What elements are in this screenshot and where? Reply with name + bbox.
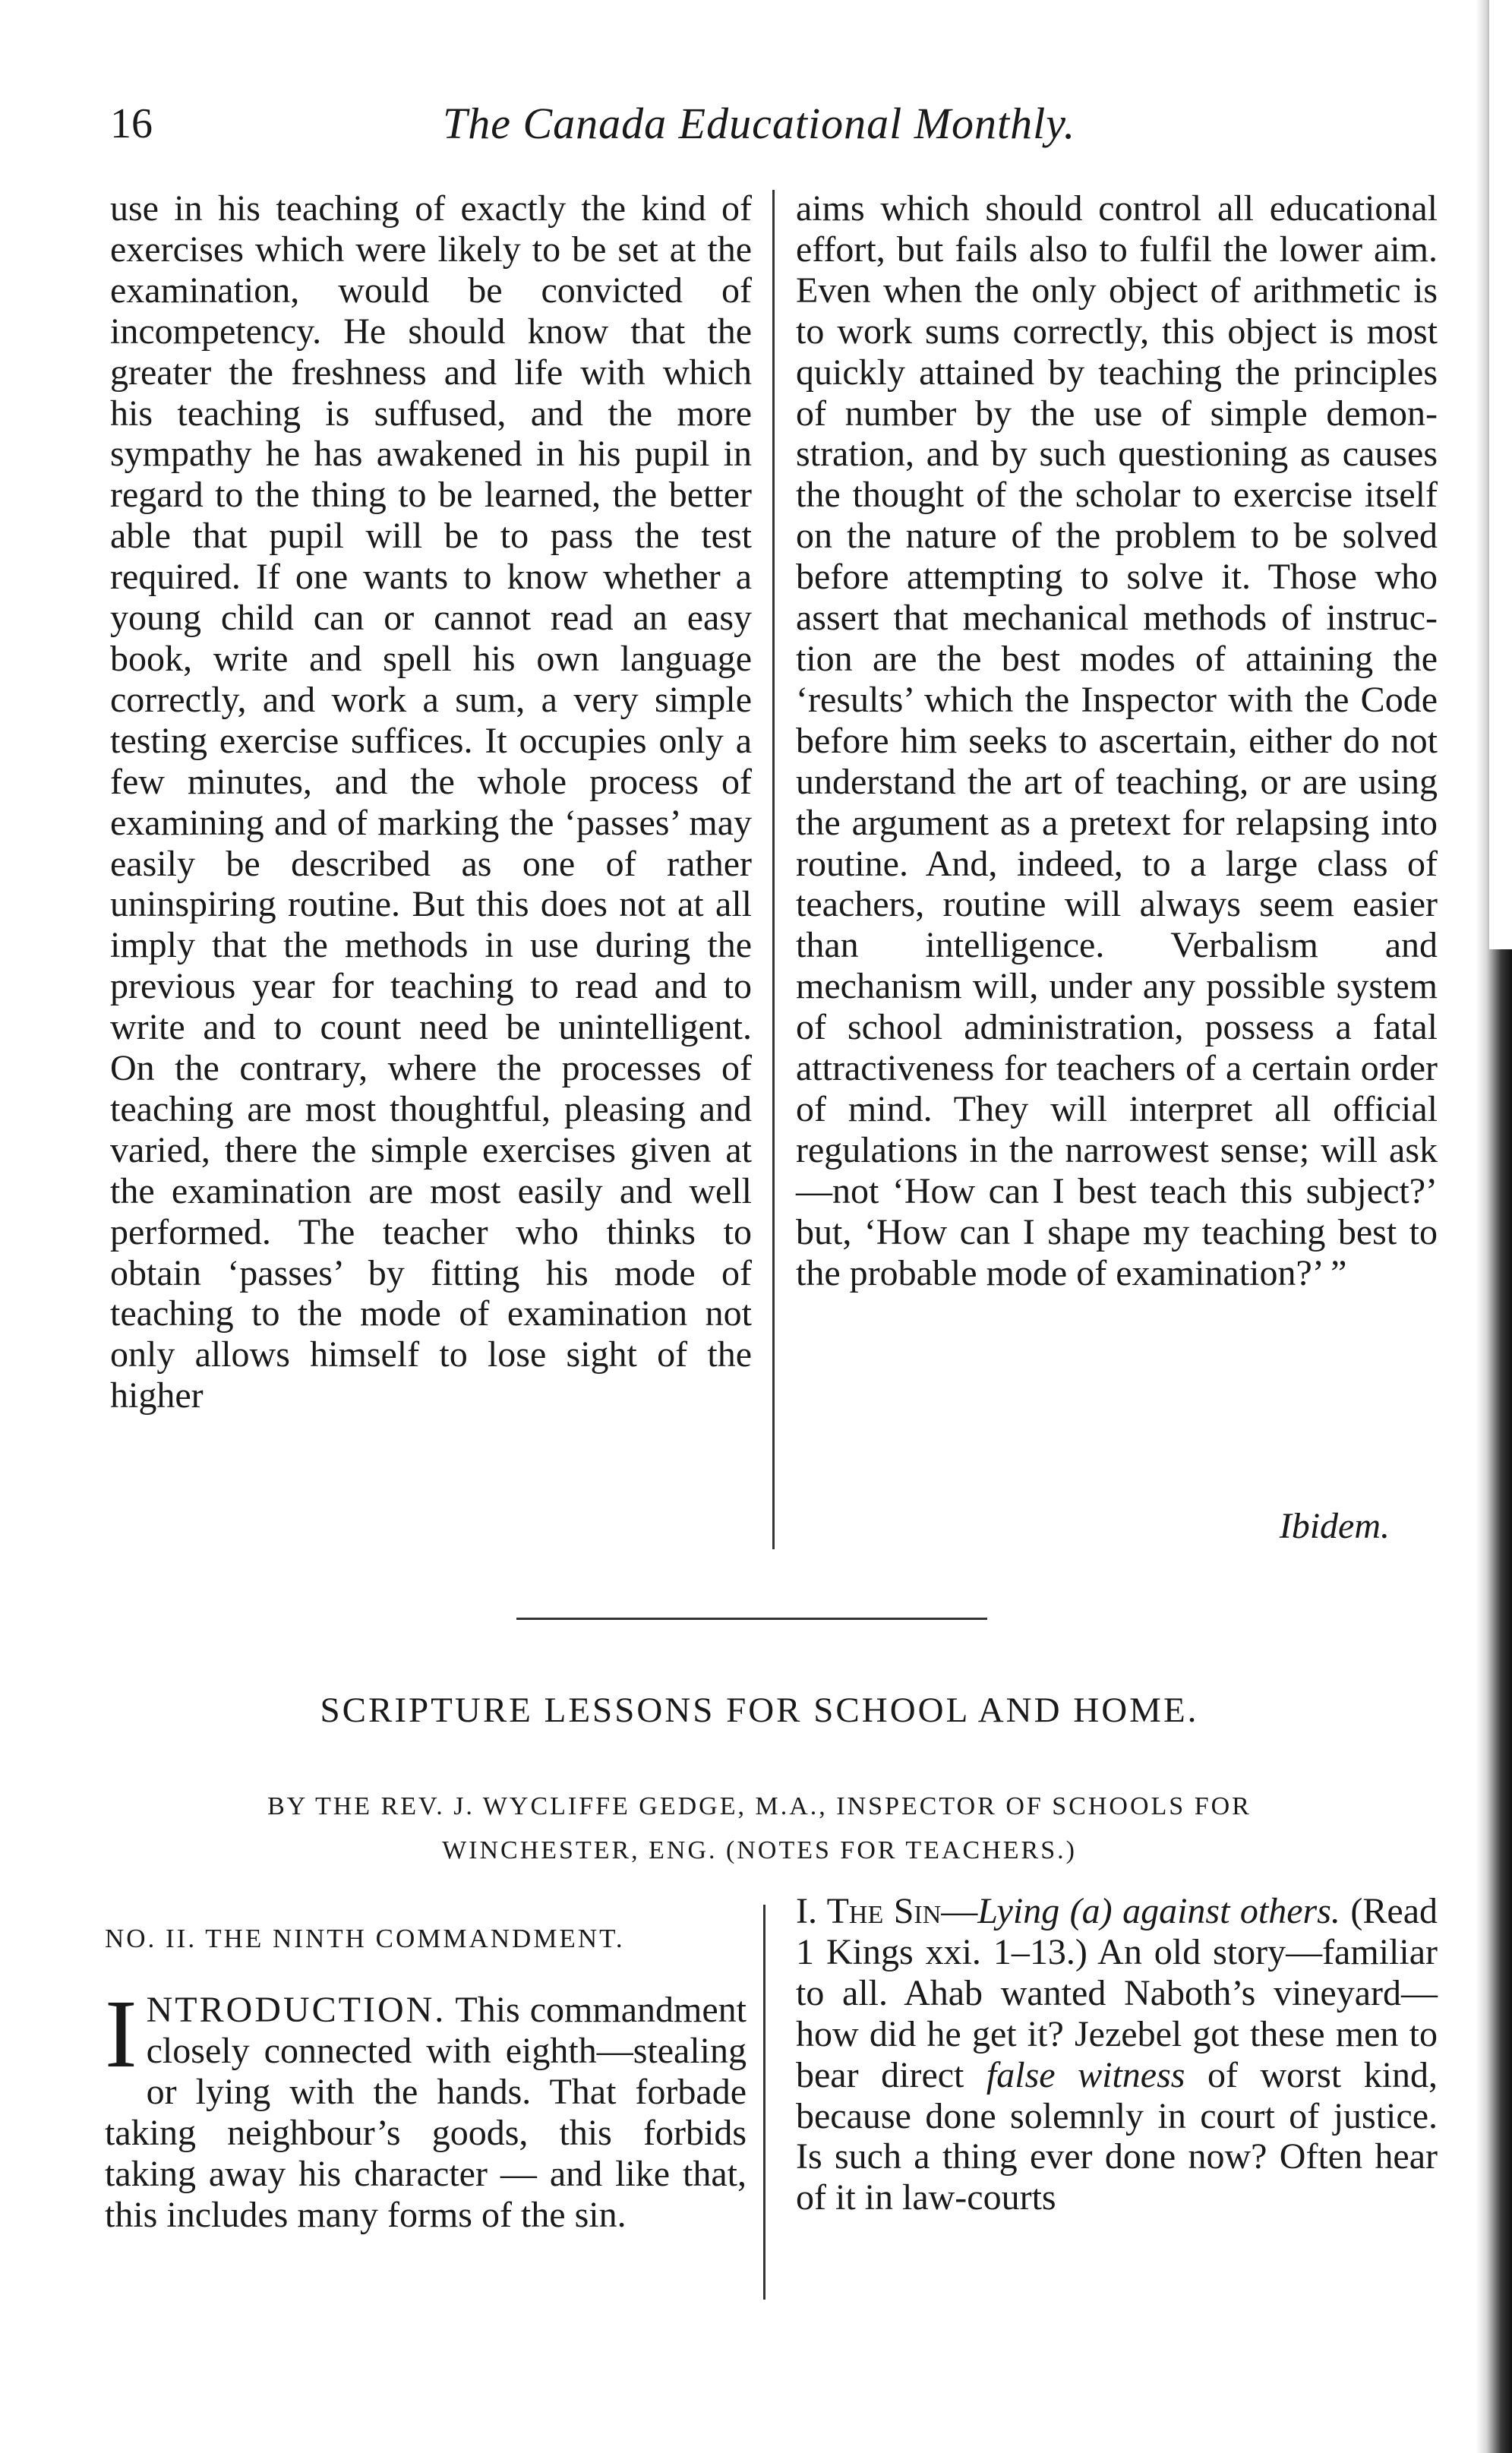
part-one-text-b: of worst kind, because done solemnly in court of justice. Is such a thing ever done now? Often hear of it in law-courts xyxy=(796,2054,1438,2218)
column-divider xyxy=(772,190,775,1549)
running-header xyxy=(110,97,1409,158)
article-right-text: aims which should control all educational effort, but fails also to fulfil the lower aim. Even when the only object of arithmetic is to work sums correctly, this object is most quickly attained by teaching the principles of number by the use of simple demonstration, and by such questioning as causes the thought of the scholar to exercise itself on the nature of the problem to be solved before attempting to solve it. Those who assert that mechanical methods of instruction are the best modes of attaining the ‘results’ which the Inspector with the Code before him seeks to ascertain, either do not understand the art of teaching, or are using the argument as a pretext for relapsing into routine. And, indeed, to a large class of teachers, routine will always seem easier than intelligence. Verbalism and mechanism will, under any possible system of school administration, possess a fatal attractiveness for teachers of a certain order of mind. They will interpret all official regulations in the narrowest sense; will ask—not ‘How can I best teach this subject?’ but, ‘How can I shape my teaching best to the probable mode of examination?’ ” xyxy=(796,188,1438,1293)
lesson-number-heading: NO. II. THE NINTH COMMANDMENT. xyxy=(105,1924,625,1953)
page-edge-top xyxy=(1489,0,1512,949)
article-attribution: Ibidem. xyxy=(1279,1506,1390,1546)
part-one-label: I. The Sin— xyxy=(796,1891,978,1931)
lesson-left-column xyxy=(105,1921,747,2235)
section-title: SCRIPTURE LESSONS FOR SCHOOL AND HOME. xyxy=(320,1691,1199,1730)
journal-title: The Canada Educational Monthly. xyxy=(443,99,1076,148)
byline-line-1: BY THE REV. J. WYCLIFFE GEDGE, M.A., INSPECTOR OF SCHOOLS FOR xyxy=(267,1792,1252,1820)
section-byline xyxy=(110,1785,1409,1873)
lesson-intro-paragraph xyxy=(105,1980,747,2235)
part-one-heading: Lying (a) against others. xyxy=(977,1891,1340,1931)
page-number: 16 xyxy=(110,100,153,147)
byline-line-2: WINCHESTER, ENG. (NOTES FOR TEACHERS.) xyxy=(442,1836,1077,1864)
article-left-text: use in his teaching of exactly the kind of exercises which were likely to be set at the examination, would be convicted of incompetency. He should know that the greater the freshness and life with which his teaching is suffused, and the more sympathy he has awakened in his pupil in regard to the thing to be learned, the better able that pupil will be to pass the test required. If one wants to know whether a young child can or cannot read an easy book, write and spell his own language correctly, and work a sum, a very simple testing exercise suffices. It occupies only a few minutes, and the whole process of examining and of marking the ‘passes’ may easily be described as one of rather uninspiring routine. But this does not at all imply that the methods in use during the previous year for teaching to read and to write and to count need be unintelligent. On the contrary, where the processes of teaching are most thoughtful, pleasing and varied, there the simple exercises given at the examination are most easily and well performed. The teacher who thinks to obtain ‘passes’ by fitting his mode of teaching to the mode of examination not only allows himself to lose sight of the higher xyxy=(110,188,752,1416)
part-one-emphasis: false witness xyxy=(986,2054,1185,2095)
part-one-text-a: (Read 1 Kings xxi. 1–13.) An old story—familiar to all. Ahab wanted Naboth’s vineyard—how did he get it? Jezebel got these men to bear direct xyxy=(796,1891,1438,2095)
intro-text: This commandment closely connected with eighth—stealing or lying with the hands. That forbade taking neighbour’s goods, this forbids taking away his character — and like that, this includes many forms of the sin. xyxy=(105,1990,747,2235)
drop-cap: I xyxy=(105,1980,137,2088)
section-divider xyxy=(516,1618,987,1620)
lesson-column-divider xyxy=(763,1905,765,2300)
article-right-column xyxy=(796,188,1438,1293)
lesson-right-column xyxy=(796,1891,1438,2218)
intro-lead-word: NTRODUCTION. xyxy=(146,1990,447,2030)
article-left-column xyxy=(110,188,752,1416)
lesson-part-one-paragraph xyxy=(796,1891,1438,2218)
